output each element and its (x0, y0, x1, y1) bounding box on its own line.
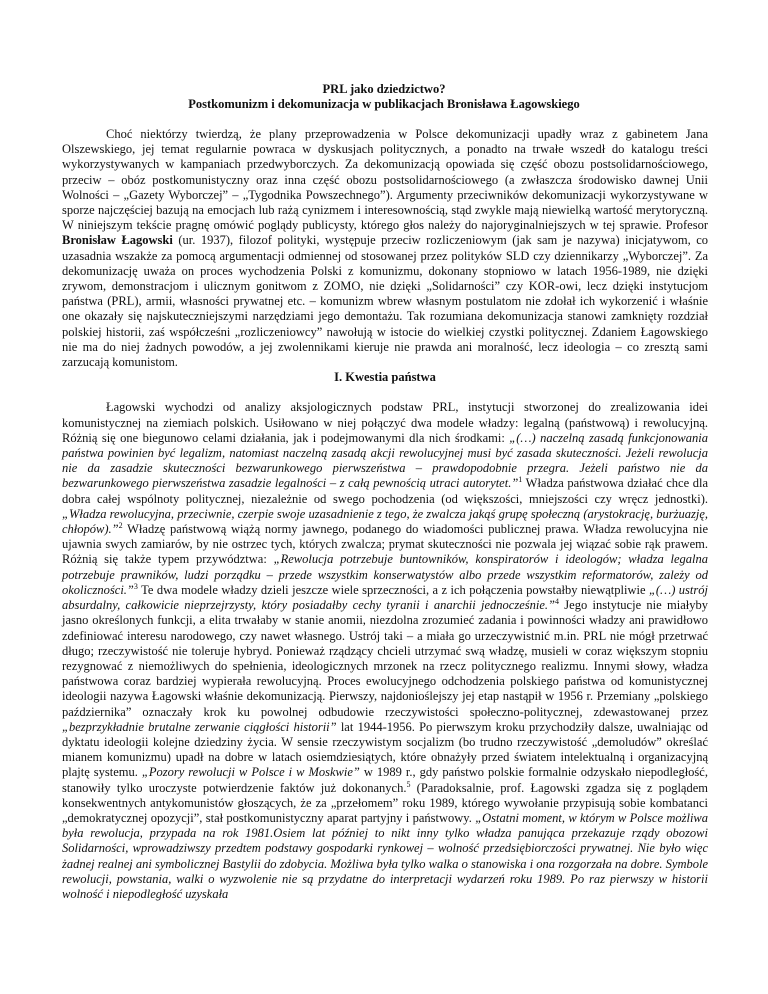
footnote-marker: 1 (518, 475, 523, 485)
footnote-marker: 3 (133, 581, 138, 591)
quotation: „bezprzykładnie brutalne zerwanie ciągłości historii” (62, 719, 337, 734)
intro-paragraph (62, 127, 708, 370)
title-block (0, 82, 768, 112)
quotation: „(…) ustrój absurdalny, całkowicie nieprzejrzysty, który posiadałby cechy tyranii i anarchii jednocześnie.” (62, 582, 708, 613)
quotation: „Pozory rewolucji w Polsce i w Moskwie” (141, 765, 360, 780)
text-run: (ur. 1937), filozof polityki, występuje przeciw rozliczeniowym (jak sam je nazywa) inicjatywom, co uzasadnia wszakże za pomocą argumentacji odmiennej od stosowanej przez polityków SLD czy dziennikarzy „Wyborczej”. Za dekomunizację uważa on proces wychodzenia Polski z komunizmu, dokonany stopniowo w latach 1956-1989, nie dzięki zrywom, demonstracjom i ulicznym gonitwom z ZOMO, nie dzięki „Solidarności” czy KOR-owi, lecz dzięki instytucjom państwa (PRL), armii, własności prywatnej etc. – komunizm wbrew własnym postulatom nie zdołał ich wykorzenić i właśnie one okazały się najskuteczniejszymi narzędziami jego demontażu. Tak rozumiana dekomunizacja stanowi zamknięty rozdział polskiej historii, zaś współcześni „rozliczeniowcy” nawołują w istocie do wielkiej czystki politycznej. Zdaniem Łagowskiego nie ma do niej żadnych powodów, a jej zwolennikami kieruje nie prawda ani moralność, lecz ideologia – co zresztą sami zarzucają komunistom. (62, 233, 709, 370)
text-run: Władza państwowa działać chce dla dobra całej wspólnoty politycznej, niezależnie od swego pochodzenia (od większości, mniejszości czy wręcz jednostki). (62, 476, 708, 506)
quotation: „Rewolucja potrzebuje buntowników, konspiratorów i ideologów; władza legalna potrzebuje prawników, ludzi porządku – przede wszystkim konserwatystów albo przede wszystkim reformatorów, zależy od okoliczności.” (62, 552, 708, 597)
section-paragraph (62, 400, 708, 902)
text-run: (Paradoksalnie, prof. Łagowski zgadza się z poglądem konsekwentnych antykomunistów głoszących, że za „przełomem” roku 1989, którego wywołanie przypisują sobie kombatanci „demokratycznej opozycji”, stał postkomunistyczny aparat partyjny i państwowy. (62, 780, 709, 825)
section-heading: I. Kwestia państwa (334, 370, 436, 385)
text-run: Jego instytucje nie miałyby jasno określonych funkcji, a elita trwałaby w stanie anomii, niezdolna zrozumieć zadania i powinności władzy ani prawidłowo zdefiniować interesu narodowego, czy nawet własnego. Ustrój taki – a miała go urzeczywistnić m.in. PRL nie mógł przetrwać długo; rzeczywistość nie toleruje hybryd. Ponieważ rządzący chcieli utrzymać swą władzę, musieli w coraz większym stopniu rezygnować z niemożliwych do spełnienia, ideologicznych mrzonek na rzecz politycznego realizmu. Innymi słowy, władza państwowa coraz bardziej wypierała rewolucyjną. Proces ewolucyjnego odchodzenia polskiego państwa od komunistycznej ideologii nazywa Łagowski właśnie dekomunizacją. Pierwszy, najdonioślejszy jej etap nastąpił w 1956 r. Przemiany „polskiego października” oznaczały krok ku powolnej odbudowie rzeczywistości społeczno-politycznej, zdewastowanej przez (62, 598, 708, 719)
footnote-marker: 2 (118, 520, 123, 530)
text-run: Choć niektórzy twierdzą, że plany przeprowadzenia w Polsce dekomunizacji upadły wraz z gabinetem Jana Olszewskiego, jej temat regularnie powraca w dyskusjach politycznych, a ponadto na trwałe wszedł do katalogu treści wykorzystywanych w kampaniach przedwyborczych. Za dekomunizacją opowiada się część obozu postsolidarnościowego, przeciw – obóz postkomunistyczny oraz inna część obozu postsolidarnościowego (a zwłaszcza środowisko dawnej Unii Wolności – „Gazety Wyborczej” – „Tygodnika Powszechnego”). Argumenty przeciwników dekomunizacji wykorzystywane w sporze najczęściej bazują na emocjach lub rażą cynizmem i interesownością, stąd zwykle mają niewielką wartość merytoryczną. W niniejszym tekście pragnę omówić poglądy publicysty, którego głos należy do najoryginalniejszych w tej sprawie. Profesor (62, 127, 708, 233)
quotation: „(…) naczelną zasadą funkcjonowania państwa powinien być legalizm, natomiast naczelną zasadą akcji rewolucyjnej musi być zasada skuteczności. Jeżeli rewolucja nie da zasadzie skuteczności bezwarunkowego pierwszeństwa – prawdopodobnie przegra. Jeżeli państwo nie da bezwarunkowego pierwszeństwa zasadzie legalności – z całą pewnością utraci autorytet.” (62, 430, 708, 491)
text-run: lat 1944-1956. Po pierwszym kroku przychodziły dalsze, uwalniając od dyktatu ideologii kolejne dziedziny życia. W sensie rzeczywistym socjalizm (bo trudno rzeczywistość „demoludów” określać mianem komunizmu) upadł na dobre w latach osiemdziesiątych, które obnażyły przed światem intelektualną i organizacyjną plajtę systemu. (62, 719, 708, 780)
document-title: PRL jako dziedzictwo? (322, 82, 446, 96)
footnote-marker: 4 (554, 596, 559, 606)
quotation: „Władza rewolucyjna, przeciwnie, czerpie swoje uzasadnienie z tego, że zwalcza jakąś grupę społeczną (arystokrację, burżuazję, chłopów).” (62, 506, 708, 537)
text-run: Władzę państwową wiążą normy jawnego, podanego do wiadomości publicznej prawa. Władza rewolucyjna nie ujawnia swych zamiarów, by nie ostrzec tych, których zwalcza; prymat skuteczności nie pozwala jej wiązać sobie rąk prawem. Różnią się także typem przywództwa: (62, 522, 708, 567)
footnote-marker: 5 (406, 779, 411, 789)
bold-name: Bronisław Łagowski (62, 233, 173, 248)
text-run: w 1989 r., gdy państwo polskie formalnie odzyskało niepodległość, stanowiły tylko uroczyste potwierdzenie faktów już dokonanych. (62, 765, 708, 795)
document-body (62, 127, 708, 902)
document-subtitle: Postkomunizm i dekomunizacja w publikacjach Bronisława Łagowskiego (188, 97, 580, 112)
text-run: Te dwa modele władzy dzieli jeszcze wiele sprzeczności, a z ich połączenia powstałby niewątpliwie (137, 582, 649, 597)
text-run: Łagowski wychodzi od analizy aksjologicznych podstaw PRL, instytucji stworzonej do zrealizowania idei komunistycznej na ziemiach polskich. Usiłowano w niej połączyć dwa modele władzy: legalną (państwową) i rewolucyjną. Różnią się one biegunowo celami działania, jak i podejmowanymi dla nich środkami: (62, 400, 708, 445)
quotation: „Ostatni moment, w którym w Polsce możliwa była rewolucja, przypada na rok 1981.Osiem lat później to nikt inny tylko władza panująca przekazuje rządy obozowi Solidarności, wprowadziwszy przedtem podstawy gospodarki rynkowej – wolność przedsiębiorczości prywatnej. Nie było więc żadnej realnej ani symbolicznej Bastylii do zdobycia. Możliwa była tylko walka o stanowiska i ona rozgorzała na dobre. Symbole rewolucji, powstania, walki o wyzwolenie nie są przydatne do interpretacji wydarzeń roku 1989. Po raz pierwszy w historii wolność i niepodległość uzyskała (62, 810, 709, 901)
section-gap (62, 385, 708, 400)
